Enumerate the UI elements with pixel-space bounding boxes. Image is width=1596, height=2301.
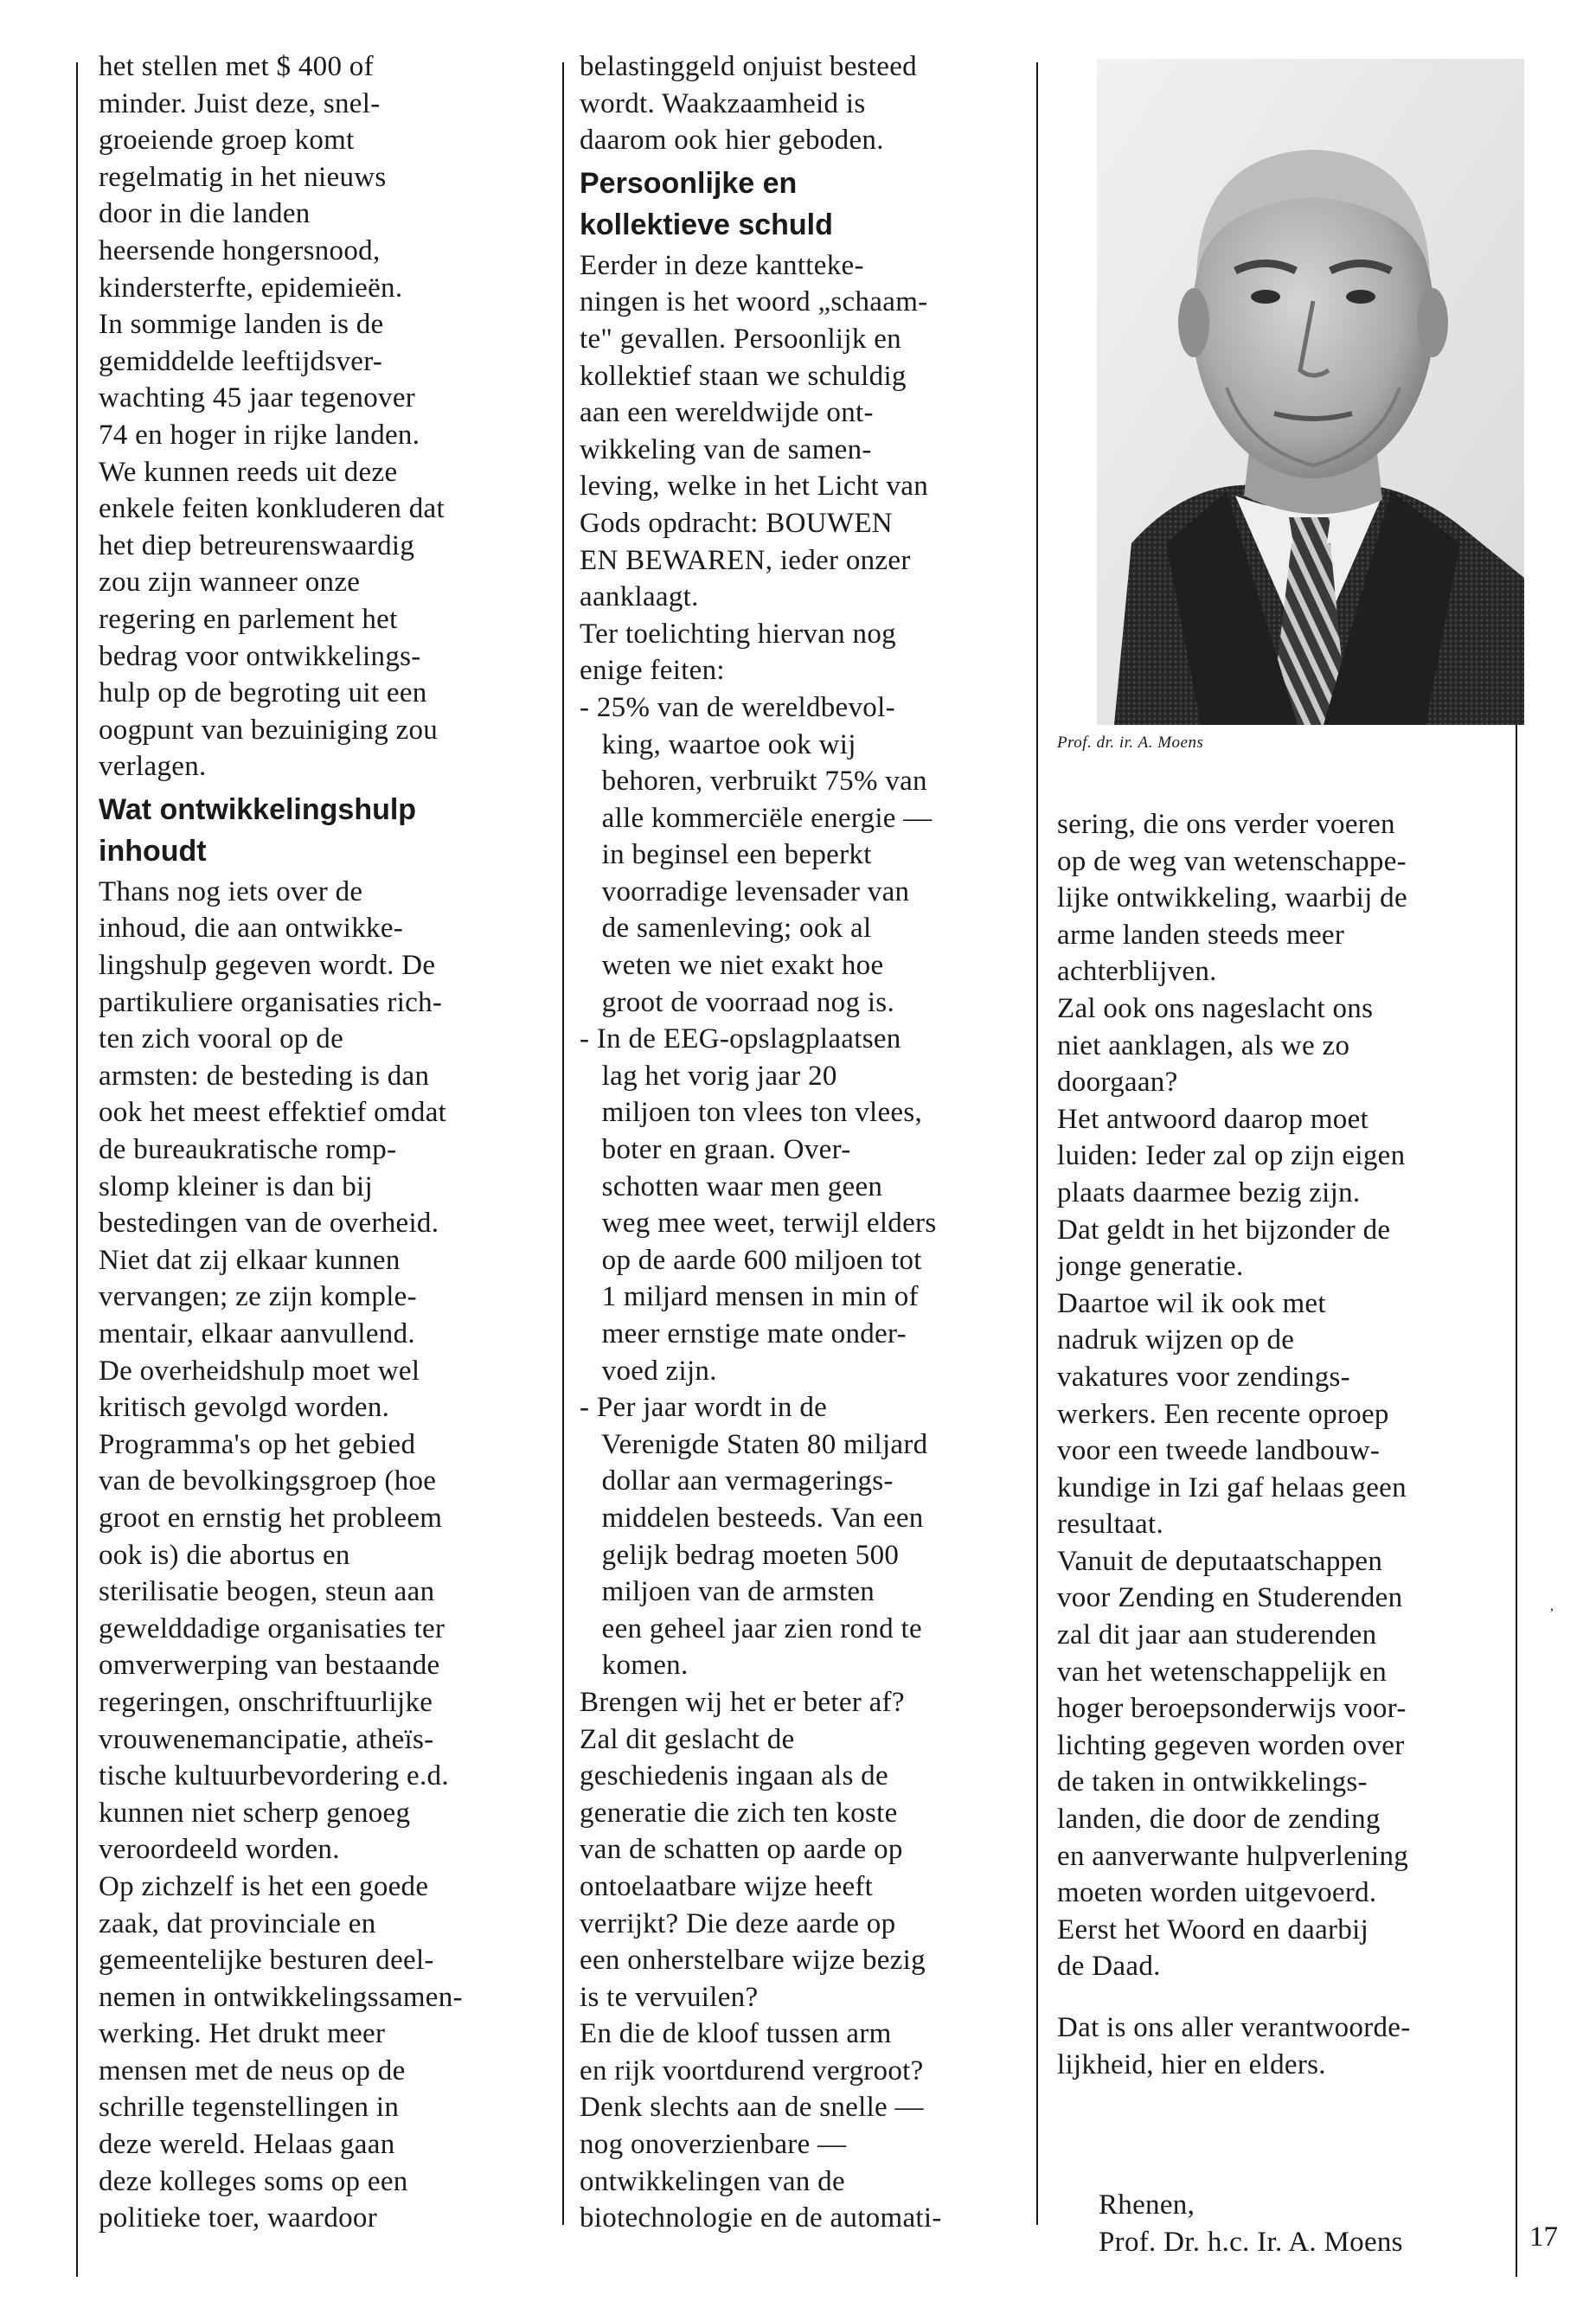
text-line: vrouwenemancipatie, atheïs- [99,1723,434,1755]
text-line: kritisch gevolgd worden. [99,1392,390,1424]
text-line: Zal ook ons nageslacht ons [1057,992,1374,1024]
author-portrait-photo [1097,59,1524,725]
text-line: lichting gegeven worden over [1057,1729,1405,1761]
text-line: gelijk bedrag moeten 500 [580,1539,900,1571]
text-line: Gods opdracht: BOUWEN [580,507,893,539]
text-line: een onherstelbare wijze bezig [580,1945,926,1977]
photo-caption: Prof. dr. ir. A. Moens [1057,734,1204,752]
text-line: een geheel jaar zien rond te [580,1612,922,1644]
text-line: nemen in ontwikkelingssamen- [99,1981,463,2013]
text-line: luiden: Ieder zal op zijn eigen [1057,1140,1406,1172]
text-line: Programma's op het gebied [99,1428,416,1460]
text-line: nog onoverzienbare — [580,2129,847,2161]
text-line: van de schatten op aarde op [580,1834,903,1866]
text-line: wachting 45 jaar tegenover [99,382,416,414]
text-line: mentair, elkaar aanvullend. [99,1318,415,1349]
text-line: plaats daarmee bezig zijn. [1057,1176,1361,1208]
text-line: ook het meest effektief omdat [99,1097,447,1129]
text-line: vervangen; ze zijn komple- [99,1281,417,1313]
text-line: zal dit jaar aan studerenden [1057,1619,1377,1651]
text-line: meer ernstige mate onder- [580,1318,907,1349]
text-line: miljoen ton vlees ton vlees, [580,1097,923,1129]
text-line: gemeentelijke besturen deel- [99,1945,434,1977]
text-line: leving, welke in het Licht van [580,471,929,503]
text-line: Op zichzelf is het een goede [99,1870,429,1902]
text-line: verlagen. [99,751,207,783]
text-line: miljoen van de armsten [580,1576,875,1608]
text-line: is te vervuilen? [580,1981,759,2013]
text-line: daarom ook hier geboden. [580,125,884,157]
signature-name: Prof. Dr. h.c. Ir. A. Moens [1099,2226,1403,2258]
text-line: Verenigde Staten 80 miljard [580,1428,928,1460]
column-rule-middle [562,62,564,2225]
text-line: moeten worden uitgevoerd. [1057,1877,1377,1909]
text-line: Zal dit geslacht de [580,1723,795,1755]
text-line: kunnen niet scherp genoeg [99,1797,411,1829]
text-line: Denk slechts aan de snelle — [580,2092,924,2124]
text-line: aanklaagt. [580,581,699,613]
text-line: voor Zending en Studerenden [1057,1582,1403,1614]
column-rule-left [76,62,78,2277]
text-line: belastinggeld onjuist besteed [580,51,917,82]
text-line: regering en parlement het [99,603,398,635]
text-line: in beginsel een beperkt [580,839,872,871]
text-line: ook is) die abortus en [99,1539,350,1571]
text-line: nadruk wijzen op de [1057,1324,1295,1356]
text-line: landen, die door de zending [1057,1804,1381,1836]
text-line: 74 en hoger in rijke landen. [99,419,420,451]
text-line: bestedingen van de overheid. [99,1208,439,1240]
text-line: ten zich vooral op de [99,1023,344,1055]
text-line: - Per jaar wordt in de [580,1392,828,1424]
text-line: De overheidshulp moet wel [99,1355,420,1387]
text-line: werking. Het drukt meer [99,2018,386,2050]
text-line: EN BEWAREN, ieder onzer [580,544,911,576]
text-line: en aanverwante hulpverlening [1057,1840,1409,1872]
text-line: weten we niet exakt hoe [580,950,884,982]
text-line: 1 miljard mensen in min of [580,1281,919,1313]
text-line: door in die landen [99,198,311,230]
text-line: lingshulp gegeven wordt. De [99,950,436,982]
text-line: lijke ontwikkeling, waarbij de [1057,882,1407,914]
text-line: omverwerping van bestaande [99,1650,440,1682]
text-line: kollektief staan we schuldig [580,360,907,392]
text-line: kundige in Izi gaf helaas geen [1057,1471,1407,1503]
text-line: geschiedenis ingaan als de [580,1760,888,1792]
text-line: schotten waar men geen [580,1170,883,1202]
text-line: biotechnologie en de automati- [580,2202,942,2234]
text-line: kindersterfte, epidemieën. [99,272,403,304]
text-line: het diep betreurenswaardig [99,529,415,561]
text-line: dollar aan vermagerings- [580,1465,894,1497]
text-line: Vanuit de deputaatschappen [1057,1545,1383,1577]
text-line: op de aarde 600 miljoen tot [580,1244,922,1276]
text-line: zou zijn wanneer onze [99,567,361,599]
text-line: lag het vorig jaar 20 [580,1060,837,1092]
text-line: middelen besteeds. Van een [580,1502,924,1534]
text-line: gemiddelde leeftijdsver- [99,345,383,377]
text-line: regelmatig in het nieuws [99,161,387,193]
text-line: - 25% van de wereldbevol- [580,691,895,723]
paragraph-gap [1057,1985,1507,2009]
article-column-3 [1057,806,1507,2083]
text-line: wordt. Waakzaamheid is [580,87,866,119]
text-line: We kunnen reeds uit deze [99,456,398,488]
text-line: enkele feiten konkluderen dat [99,493,445,525]
text-line: te" gevallen. Persoonlijk en [580,323,901,355]
text-line: voor een tweede landbouw- [1057,1435,1381,1467]
text-line: schrille tegenstellingen in [99,2092,400,2124]
text-line: wikkeling van de samen- [580,433,872,465]
text-line: Eerder in deze kantteke- [580,249,864,281]
text-line: Brengen wij het er beter af? [580,1686,905,1718]
text-line: gewelddadige organisaties ter [99,1612,445,1644]
text-line: ontoelaatbare wijze heeft [580,1870,874,1902]
page-number: 17 [1529,2221,1558,2253]
text-line: lijkheid, hier en elders. [1057,2048,1326,2080]
text-line: deze kolleges soms op een [99,2165,408,2197]
text-line: regeringen, onschriftuurlijke [99,1686,433,1718]
text-line: veroordeeld worden. [99,1834,340,1866]
text-line: weg mee weet, terwijl elders [580,1208,937,1240]
text-line: behoren, verbruikt 75% van [580,766,927,798]
text-line: de Daad. [1057,1951,1161,1983]
text-line: voed zijn. [580,1355,717,1387]
text-line: Eerst het Woord en daarbij [1057,1913,1369,1945]
text-line: vakatures voor zendings- [1057,1361,1350,1393]
section-heading: inhoudt [99,834,207,868]
text-line: oogpunt van bezuiniging zou [99,714,439,746]
text-line: Niet dat zij elkaar kunnen [99,1244,401,1276]
article-column-1 [99,48,548,2237]
section-heading: Persoonlijke en [580,166,798,200]
text-line: groot de voorraad nog is. [580,986,894,1018]
text-line: partikuliere organisaties rich- [99,986,443,1018]
text-line: mensen met de neus op de [99,2054,406,2086]
text-line: Dat is ons aller verantwoorde- [1057,2012,1411,2043]
text-line: In sommige landen is de [99,309,384,341]
signature-block [1099,2187,1514,2260]
text-line: sterilisatie beogen, steun aan [99,1576,435,1608]
text-line: Ter toelichting hiervan nog [580,618,896,650]
text-line: arme landen steeds meer [1057,919,1345,951]
text-line: en rijk voortdurend vergroot? [580,2054,924,2086]
text-line: tische kultuurbevordering e.d. [99,1760,449,1792]
text-line: king, waartoe ook wij [580,728,856,760]
text-line: jonge generatie. [1057,1251,1244,1283]
text-line: sering, die ons verder voeren [1057,809,1395,840]
text-line: komen. [580,1650,689,1682]
text-line: van het wetenschappelijk en [1057,1656,1388,1688]
section-heading: Wat ontwikkelingshulp [99,792,417,826]
signature-place: Rhenen, [1099,2189,1195,2221]
text-line: zaak, dat provinciale en [99,1907,376,1939]
text-line: werkers. Een recente oproep [1057,1398,1389,1430]
text-line: achterblijven. [1057,956,1217,988]
text-line: de samenleving; ook al [580,913,872,945]
text-line: alle kommerciële energie — [580,802,933,834]
text-line: politieke toer, waardoor [99,2202,378,2234]
column-rule-right [1036,62,1038,2225]
text-line: - In de EEG-opslagplaatsen [580,1023,901,1055]
text-line: Dat geldt in het bijzonder de [1057,1214,1391,1246]
article-column-2 [580,48,1029,2237]
text-line: generatie die zich ten koste [580,1797,898,1829]
text-line: Daartoe wil ik ook met [1057,1287,1326,1319]
text-line: aan een wereldwijde ont- [580,397,874,429]
text-line: groeiende groep komt [99,125,355,157]
margin-mark: , [1550,1599,1554,1613]
text-line: groot en ernstig het probleem [99,1502,443,1534]
text-line: ningen is het woord „schaam- [580,286,928,318]
text-line: de taken in ontwikkelings- [1057,1766,1368,1798]
text-line: inhoud, die aan ontwikke- [99,913,404,945]
text-line: van de bevolkingsgroep (hoe [99,1465,437,1497]
text-line: de bureaukratische romp- [99,1134,397,1166]
section-heading: kollektieve schuld [580,208,833,241]
text-line: minder. Juist deze, snel- [99,87,381,119]
text-line: En die de kloof tussen arm [580,2018,892,2050]
text-line: deze wereld. Helaas gaan [99,2129,395,2161]
text-line: voorradige levensader van [580,875,910,907]
text-line: hoger beroepsonderwijs voor- [1057,1693,1407,1725]
text-line: slomp kleiner is dan bij [99,1170,373,1202]
text-line: ontwikkelingen van de [580,2165,845,2197]
text-line: niet aanklagen, als we zo [1057,1029,1350,1061]
text-line: enige feiten: [580,655,725,687]
text-line: doorgaan? [1057,1067,1178,1099]
text-line: verrijkt? Die deze aarde op [580,1907,896,1939]
text-line: Thans nog iets over de [99,875,363,907]
text-line: Het antwoord daarop moet [1057,1103,1368,1135]
text-line: bedrag voor ontwikkelings- [99,640,421,672]
text-line: hulp op de begroting uit een [99,677,427,709]
text-line: boter en graan. Over- [580,1134,851,1166]
text-line: op de weg van wetenschappe- [1057,845,1407,877]
text-line: armsten: de besteding is dan [99,1060,430,1092]
text-line: heersende hongersnood, [99,234,381,266]
text-line: resultaat. [1057,1509,1164,1541]
text-line: het stellen met $ 400 of [99,51,374,82]
